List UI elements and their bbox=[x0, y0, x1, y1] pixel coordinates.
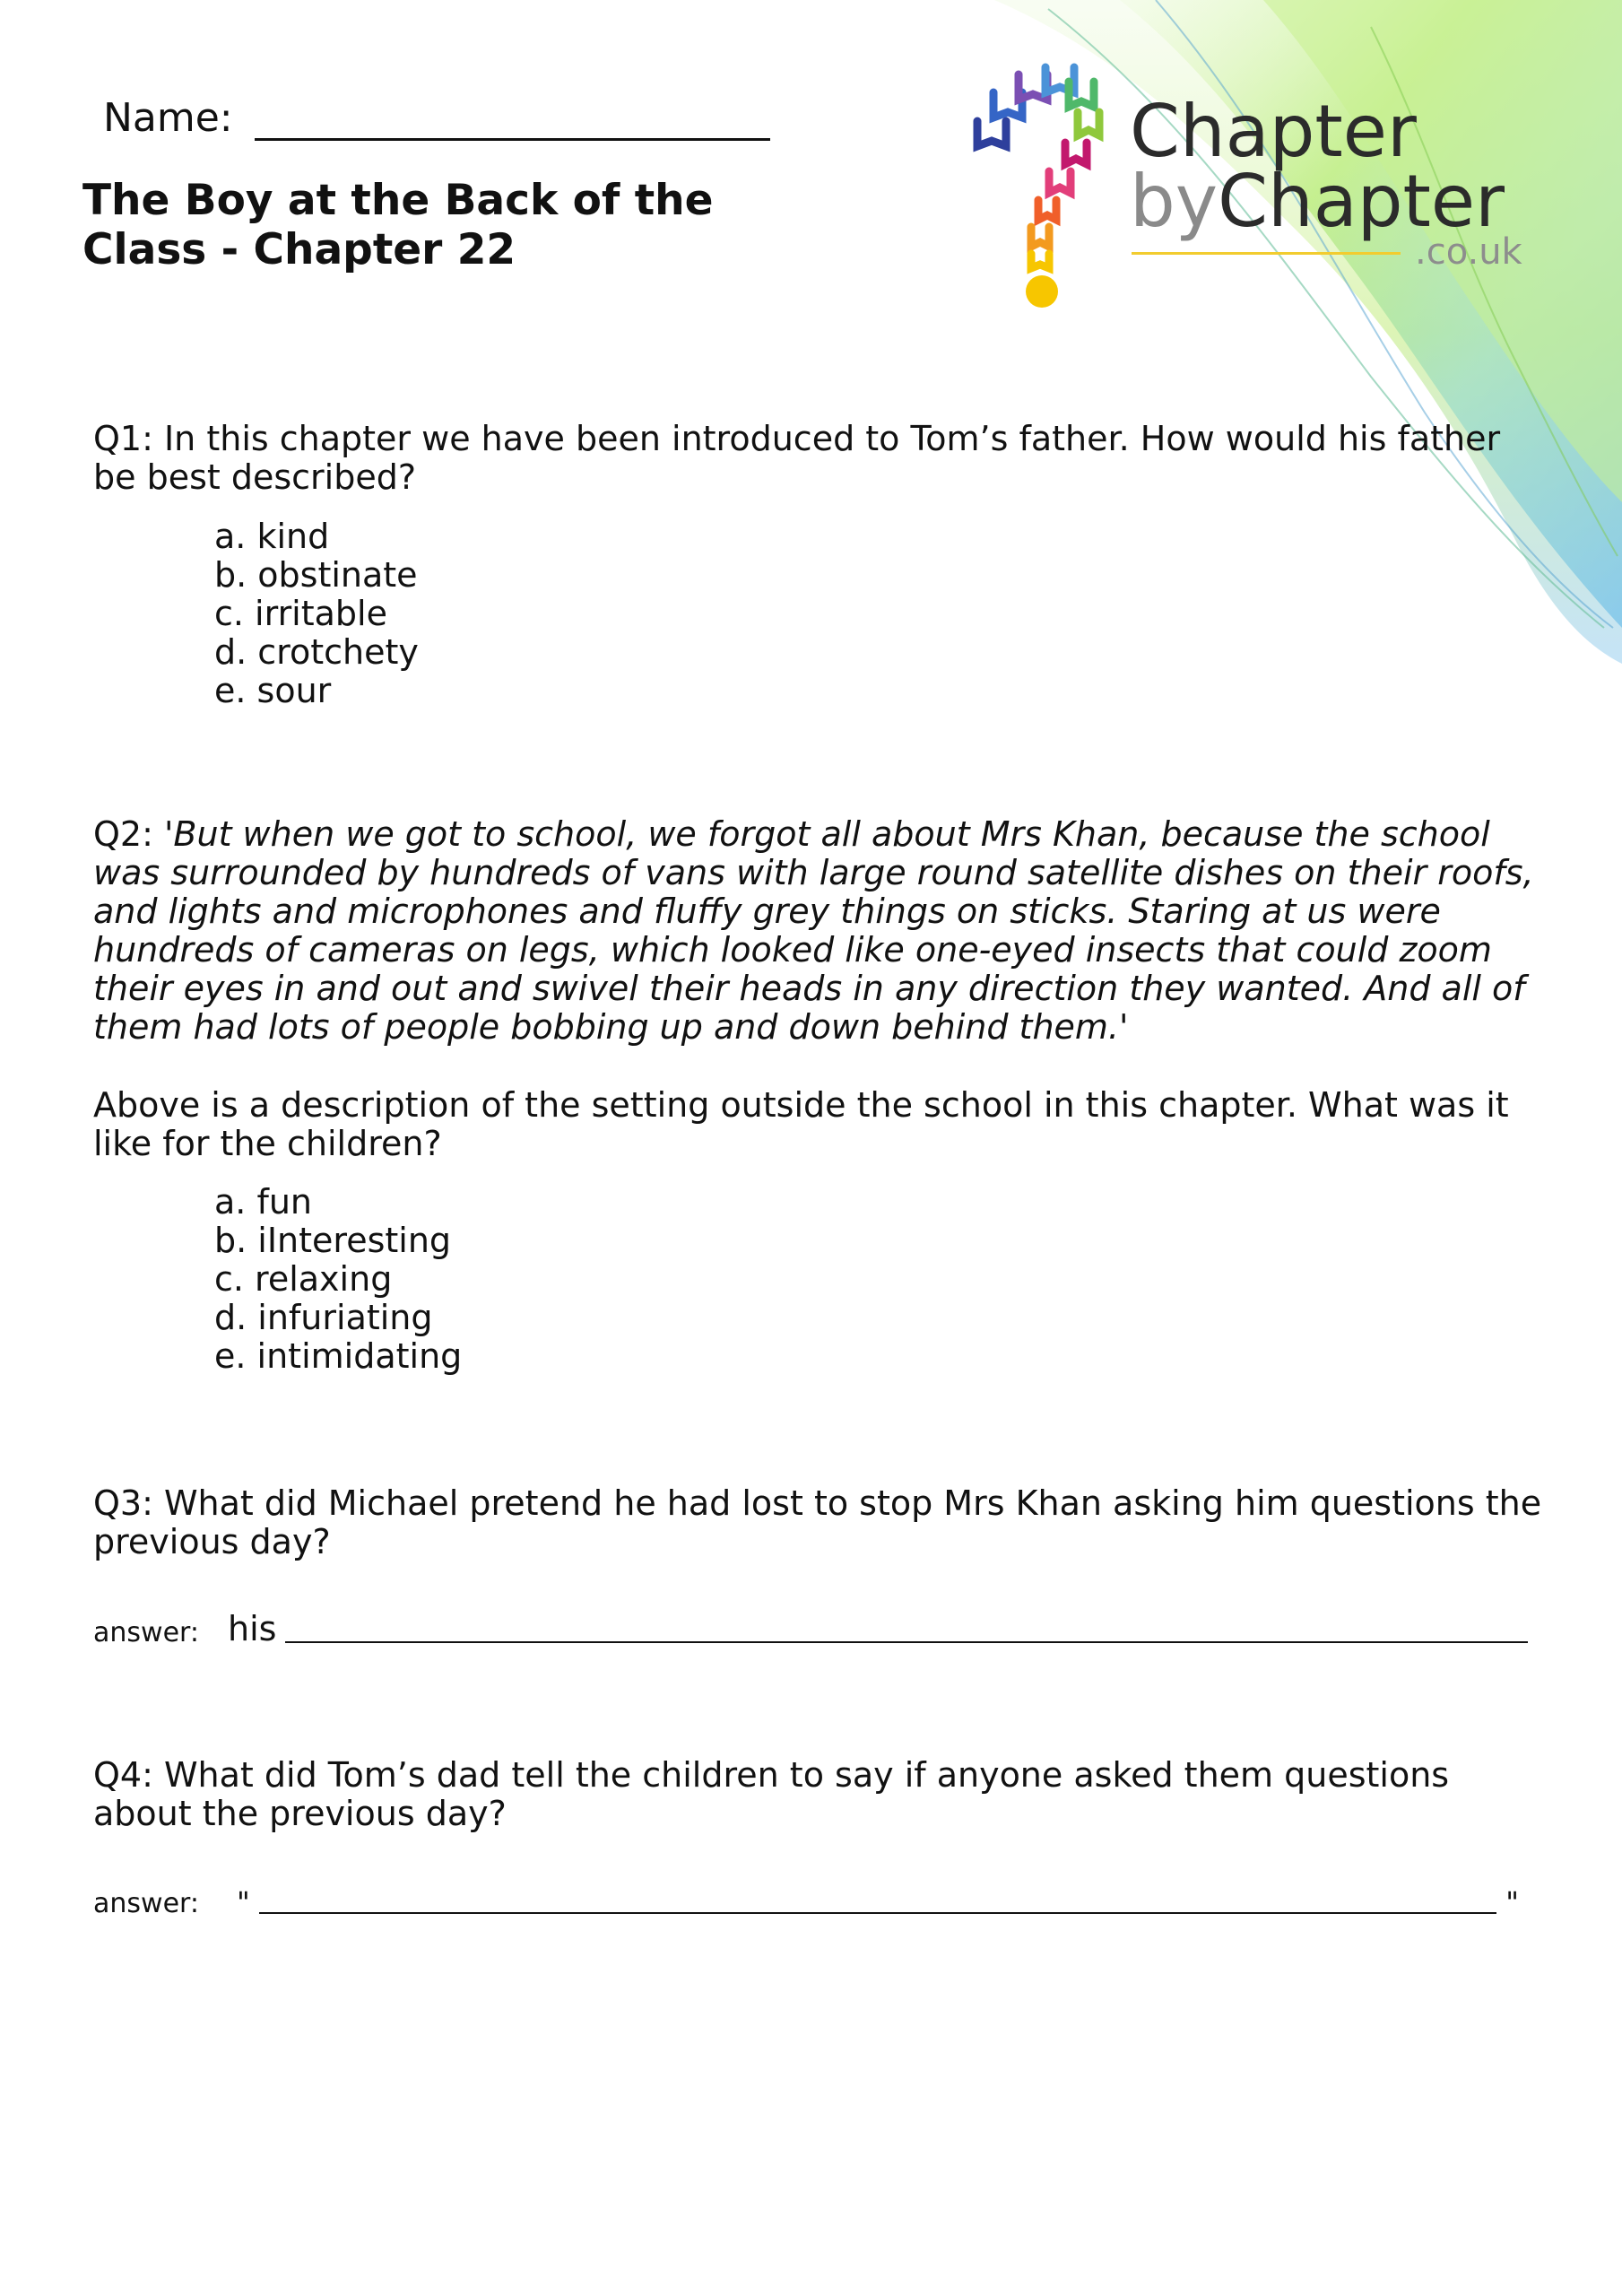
option-1a[interactable]: a. kind bbox=[214, 517, 330, 556]
question-4-answer-line[interactable] bbox=[259, 1876, 1497, 1914]
question-1-options bbox=[214, 517, 419, 710]
option-2d[interactable]: d. infuriating bbox=[214, 1298, 433, 1337]
logo-text-by-chapter bbox=[1130, 160, 1505, 243]
worksheet-title: The Boy at the Back of the Class - Chapter 22 bbox=[82, 176, 714, 274]
question-2-options bbox=[214, 1183, 462, 1376]
question-4-answer-row bbox=[93, 1876, 1528, 1919]
logo-text-by: by bbox=[1130, 160, 1219, 243]
logo-text-chapter-2: Chapter bbox=[1218, 160, 1505, 243]
answer-label: answer: bbox=[93, 1617, 199, 1648]
chapter-by-chapter-logo bbox=[959, 49, 1533, 318]
logo-underline bbox=[1132, 252, 1401, 255]
book-question-mark-icon bbox=[959, 49, 1130, 318]
question-3-answer-line[interactable] bbox=[285, 1605, 1528, 1643]
option-1b[interactable]: b. obstinate bbox=[214, 555, 418, 595]
question-2-passage bbox=[93, 815, 1546, 1047]
option-2a[interactable]: a. fun bbox=[214, 1182, 312, 1222]
question-1-text: Q1: In this chapter we have been introduced to Tom’s father. How would his father be best described? bbox=[93, 419, 1501, 497]
question-4-text: Q4: What did Tom’s dad tell the children to say if anyone asked them questions about the previous day? bbox=[93, 1755, 1450, 1833]
logo-text-chapter: Chapter bbox=[1130, 90, 1417, 173]
name-input-line[interactable] bbox=[255, 88, 770, 141]
question-2-prefix: Q2: bbox=[93, 814, 164, 854]
close-quote-mark: " bbox=[1505, 1885, 1519, 1919]
option-1c[interactable]: c. irritable bbox=[214, 594, 387, 633]
logo-domain: .co.uk bbox=[1415, 231, 1522, 273]
question-2-quote: 'But when we got to school, we forgot all about Mrs Khan, because the school was surrounded by hundreds of vans with large round satellite dishes on their roofs, and lights and microphones and fluffy grey things on sticks. Staring at us were hundreds of cameras on legs, which looked like one-eyed insects that could zoom their eyes in and out and swivel their heads in any direction they wanted. And all of them had lots of people bobbing up and down behind them.' bbox=[93, 814, 1534, 1047]
question-2-text: Above is a description of the setting outside the school in this chapter. What was it like for the children? bbox=[93, 1085, 1509, 1163]
option-2e[interactable]: e. intimidating bbox=[214, 1336, 463, 1376]
question-3-answer-row bbox=[93, 1605, 1528, 1648]
answer-prefix-his: his bbox=[228, 1609, 277, 1648]
option-1d[interactable]: d. crotchety bbox=[214, 632, 419, 672]
open-quote-mark: " bbox=[237, 1885, 250, 1919]
option-1e[interactable]: e. sour bbox=[214, 671, 332, 710]
name-row bbox=[103, 88, 770, 141]
option-2c[interactable]: c. relaxing bbox=[214, 1259, 393, 1299]
question-3-text: Q3: What did Michael pretend he had lost to stop Mrs Khan asking him questions the previous day? bbox=[93, 1483, 1542, 1561]
name-label: Name: bbox=[103, 95, 233, 141]
answer-label: answer: bbox=[93, 1888, 199, 1919]
option-2b[interactable]: b. iInteresting bbox=[214, 1221, 452, 1260]
